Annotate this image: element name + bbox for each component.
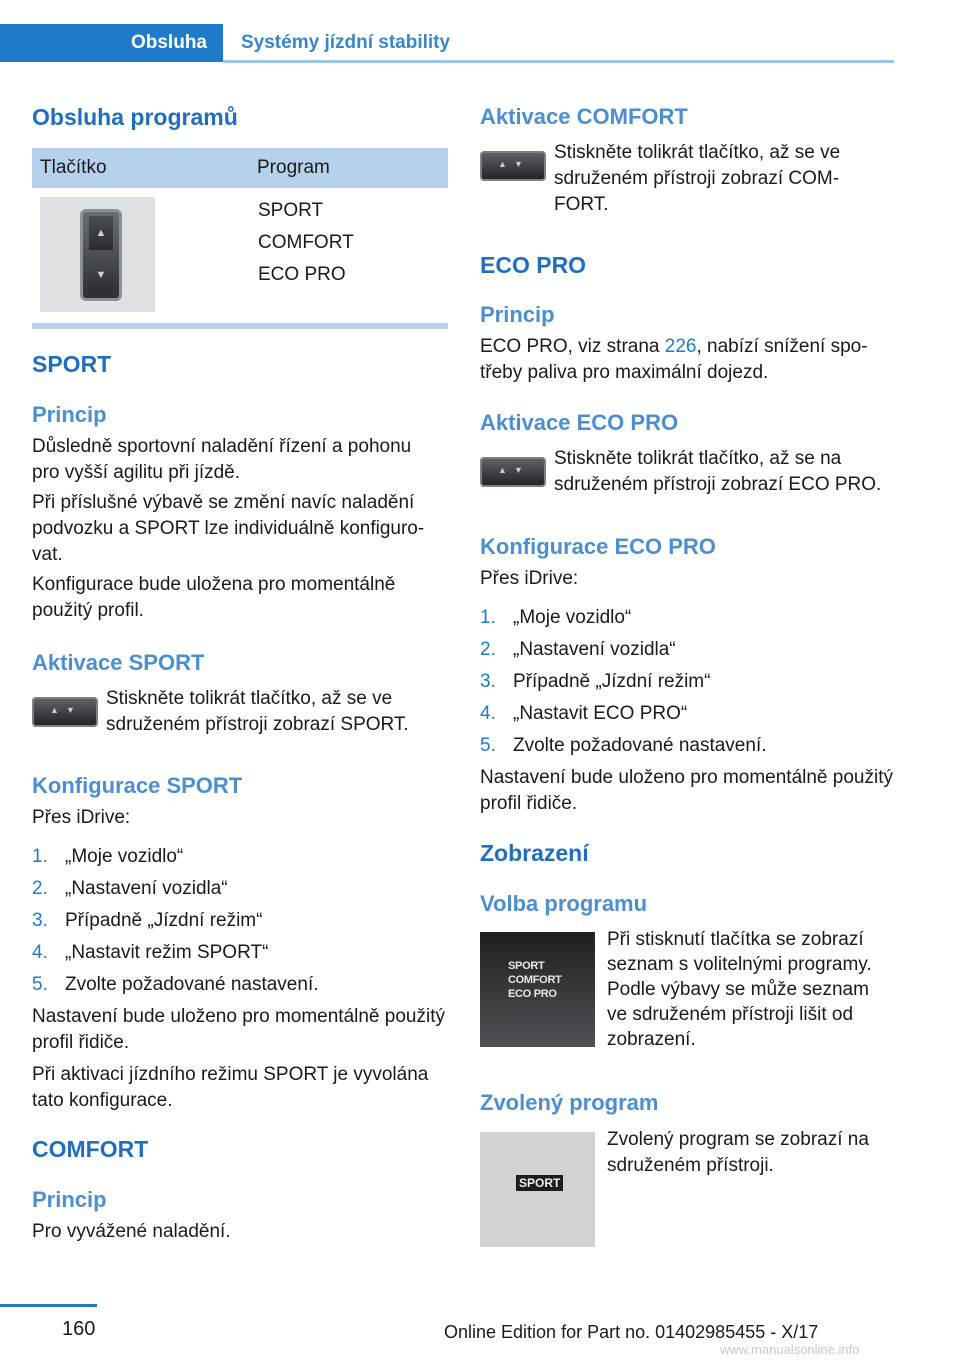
header-tab-label: Obsluha — [130, 32, 207, 53]
mode-switch-image — [40, 197, 155, 312]
via-idrive-text: Přes iDrive: — [32, 807, 131, 828]
mode-switch-icon — [80, 209, 122, 301]
chosen-program-heading: Zvolený program — [480, 1090, 659, 1115]
sport-paragraph: Konfigurace bude uložena pro momentálně použitý profil. — [32, 574, 396, 621]
list-item: 3. Případně „Jízdní režim“ — [32, 910, 263, 931]
config-eco-heading: Konfigurace ECO PRO — [480, 534, 716, 559]
arrow-down-icon: ▼ — [89, 258, 113, 292]
eco-steps-list — [480, 602, 894, 762]
select-program-text: Při stisknutí tlačítka se zobrazí seznam s volitelnými programy. Podle výbavy se může seznam ve sdruženém přístroji lišit od zobrazení. — [607, 929, 872, 1050]
display-item: SPORT — [508, 960, 545, 972]
list-item: 4. „Nastavit ECO PRO“ — [480, 703, 688, 724]
list-item: 4. „Nastavit režim SPORT“ — [32, 942, 269, 963]
comfort-text: Pro vyvážené naladění. — [32, 1221, 231, 1242]
mode-button-icon: ▲ ▼ — [32, 697, 98, 727]
table-header-row — [32, 148, 448, 188]
activate-eco-text: Stiskněte tolikrát tlačítko, až se na sdruženém přístroji zobrazí ECO PRO. — [554, 448, 882, 495]
header-divider — [223, 60, 894, 63]
activate-sport-heading: Aktivace SPORT — [32, 650, 205, 675]
list-item: 5. Zvolte požadované nastavení. — [32, 974, 319, 995]
mode-button-icon: ▲ ▼ — [480, 457, 546, 487]
program-list-display — [480, 932, 595, 1047]
mode-button-icon: ▲ ▼ — [480, 151, 546, 181]
comfort-princip-heading: Princip — [32, 1187, 107, 1212]
watermark: www.manualsonline.info — [720, 1342, 860, 1357]
program-item: COMFORT — [258, 232, 354, 253]
list-item: 2. „Nastavení vozidla“ — [32, 878, 228, 899]
sport-heading: SPORT — [32, 351, 112, 377]
eco-text: ECO PRO, viz strana 226, nabízí snížení spotřeby paliva pro maximální dojezd. — [480, 336, 868, 383]
page-header — [0, 24, 894, 62]
sport-paragraph: Důsledně sportovní naladění řízení a pohonu pro vyšší agilitu při jízdě. — [32, 436, 412, 483]
list-item: 1. „Moje vozidlo“ — [32, 846, 184, 867]
eco-heading: ECO PRO — [480, 252, 587, 278]
display-sport-badge: SPORT — [516, 1175, 563, 1191]
program-item: SPORT — [258, 200, 324, 221]
list-item: 1. „Moje vozidlo“ — [480, 607, 632, 628]
header-tab-label: Systémy jízdní stability — [241, 32, 451, 53]
eco-saved-text: Nastavení bude uloženo pro momentálně použitý profil řidiče. — [480, 767, 893, 814]
header-tab-obsluha[interactable] — [0, 24, 223, 62]
footer-rule — [0, 1304, 97, 1307]
chosen-program-display — [480, 1132, 595, 1247]
comfort-heading: COMFORT — [32, 1136, 149, 1162]
eco-princip-heading: Princip — [480, 302, 555, 327]
programs-table — [32, 148, 448, 188]
page-number: 160 — [62, 1318, 96, 1340]
table-col-program: Program — [249, 148, 448, 188]
edition-text: Online Edition for Part no. 01402985455 - X/17 — [444, 1322, 819, 1342]
sport-princip-heading: Princip — [32, 402, 107, 427]
via-idrive-text: Přes iDrive: — [480, 568, 579, 589]
page-link[interactable]: 226 — [664, 336, 697, 357]
activate-sport-text: Stiskněte tolikrát tlačítko, až se ve sdruženém přístroji zobrazí SPORT. — [106, 688, 409, 735]
header-tab-stability[interactable] — [223, 24, 894, 62]
sport-active-text: Při aktivaci jízdního režimu SPORT je vyvolána tato konfigurace. — [32, 1064, 429, 1111]
table-bottom-rule — [32, 323, 448, 329]
program-item: ECO PRO — [258, 264, 346, 285]
programs-title: Obsluha programů — [32, 104, 238, 130]
config-sport-heading: Konfigurace SPORT — [32, 773, 243, 798]
activate-comfort-heading: Aktivace COMFORT — [480, 104, 688, 129]
list-item: 5. Zvolte požadované nastavení. — [480, 735, 767, 756]
arrow-up-icon: ▲ — [89, 216, 113, 250]
sport-steps-list — [32, 841, 448, 1001]
select-program-heading: Volba programu — [480, 891, 648, 916]
table-col-button: Tlačítko — [32, 148, 249, 188]
program-list — [258, 195, 354, 291]
sport-paragraph: Při příslušné výbavě se změní navíc naladění podvozku a SPORT lze individuálně konfigurovat. — [32, 492, 425, 565]
chosen-program-text: Zvolený program se zobrazí na sdruženém přístroji. — [607, 1129, 869, 1176]
sport-saved-text: Nastavení bude uloženo pro momentálně použitý profil řidiče. — [32, 1006, 445, 1053]
list-item: 2. „Nastavení vozidla“ — [480, 639, 676, 660]
display-item: COMFORT — [508, 974, 562, 986]
activate-comfort-text: Stiskněte tolikrát tlačítko, až se ve sdruženém přístroji zobrazí COMFORT. — [554, 142, 841, 215]
display-item: ECO PRO — [508, 988, 557, 1000]
display-heading: Zobrazení — [480, 840, 589, 866]
activate-eco-heading: Aktivace ECO PRO — [480, 410, 679, 435]
list-item: 3. Případně „Jízdní režim“ — [480, 671, 711, 692]
